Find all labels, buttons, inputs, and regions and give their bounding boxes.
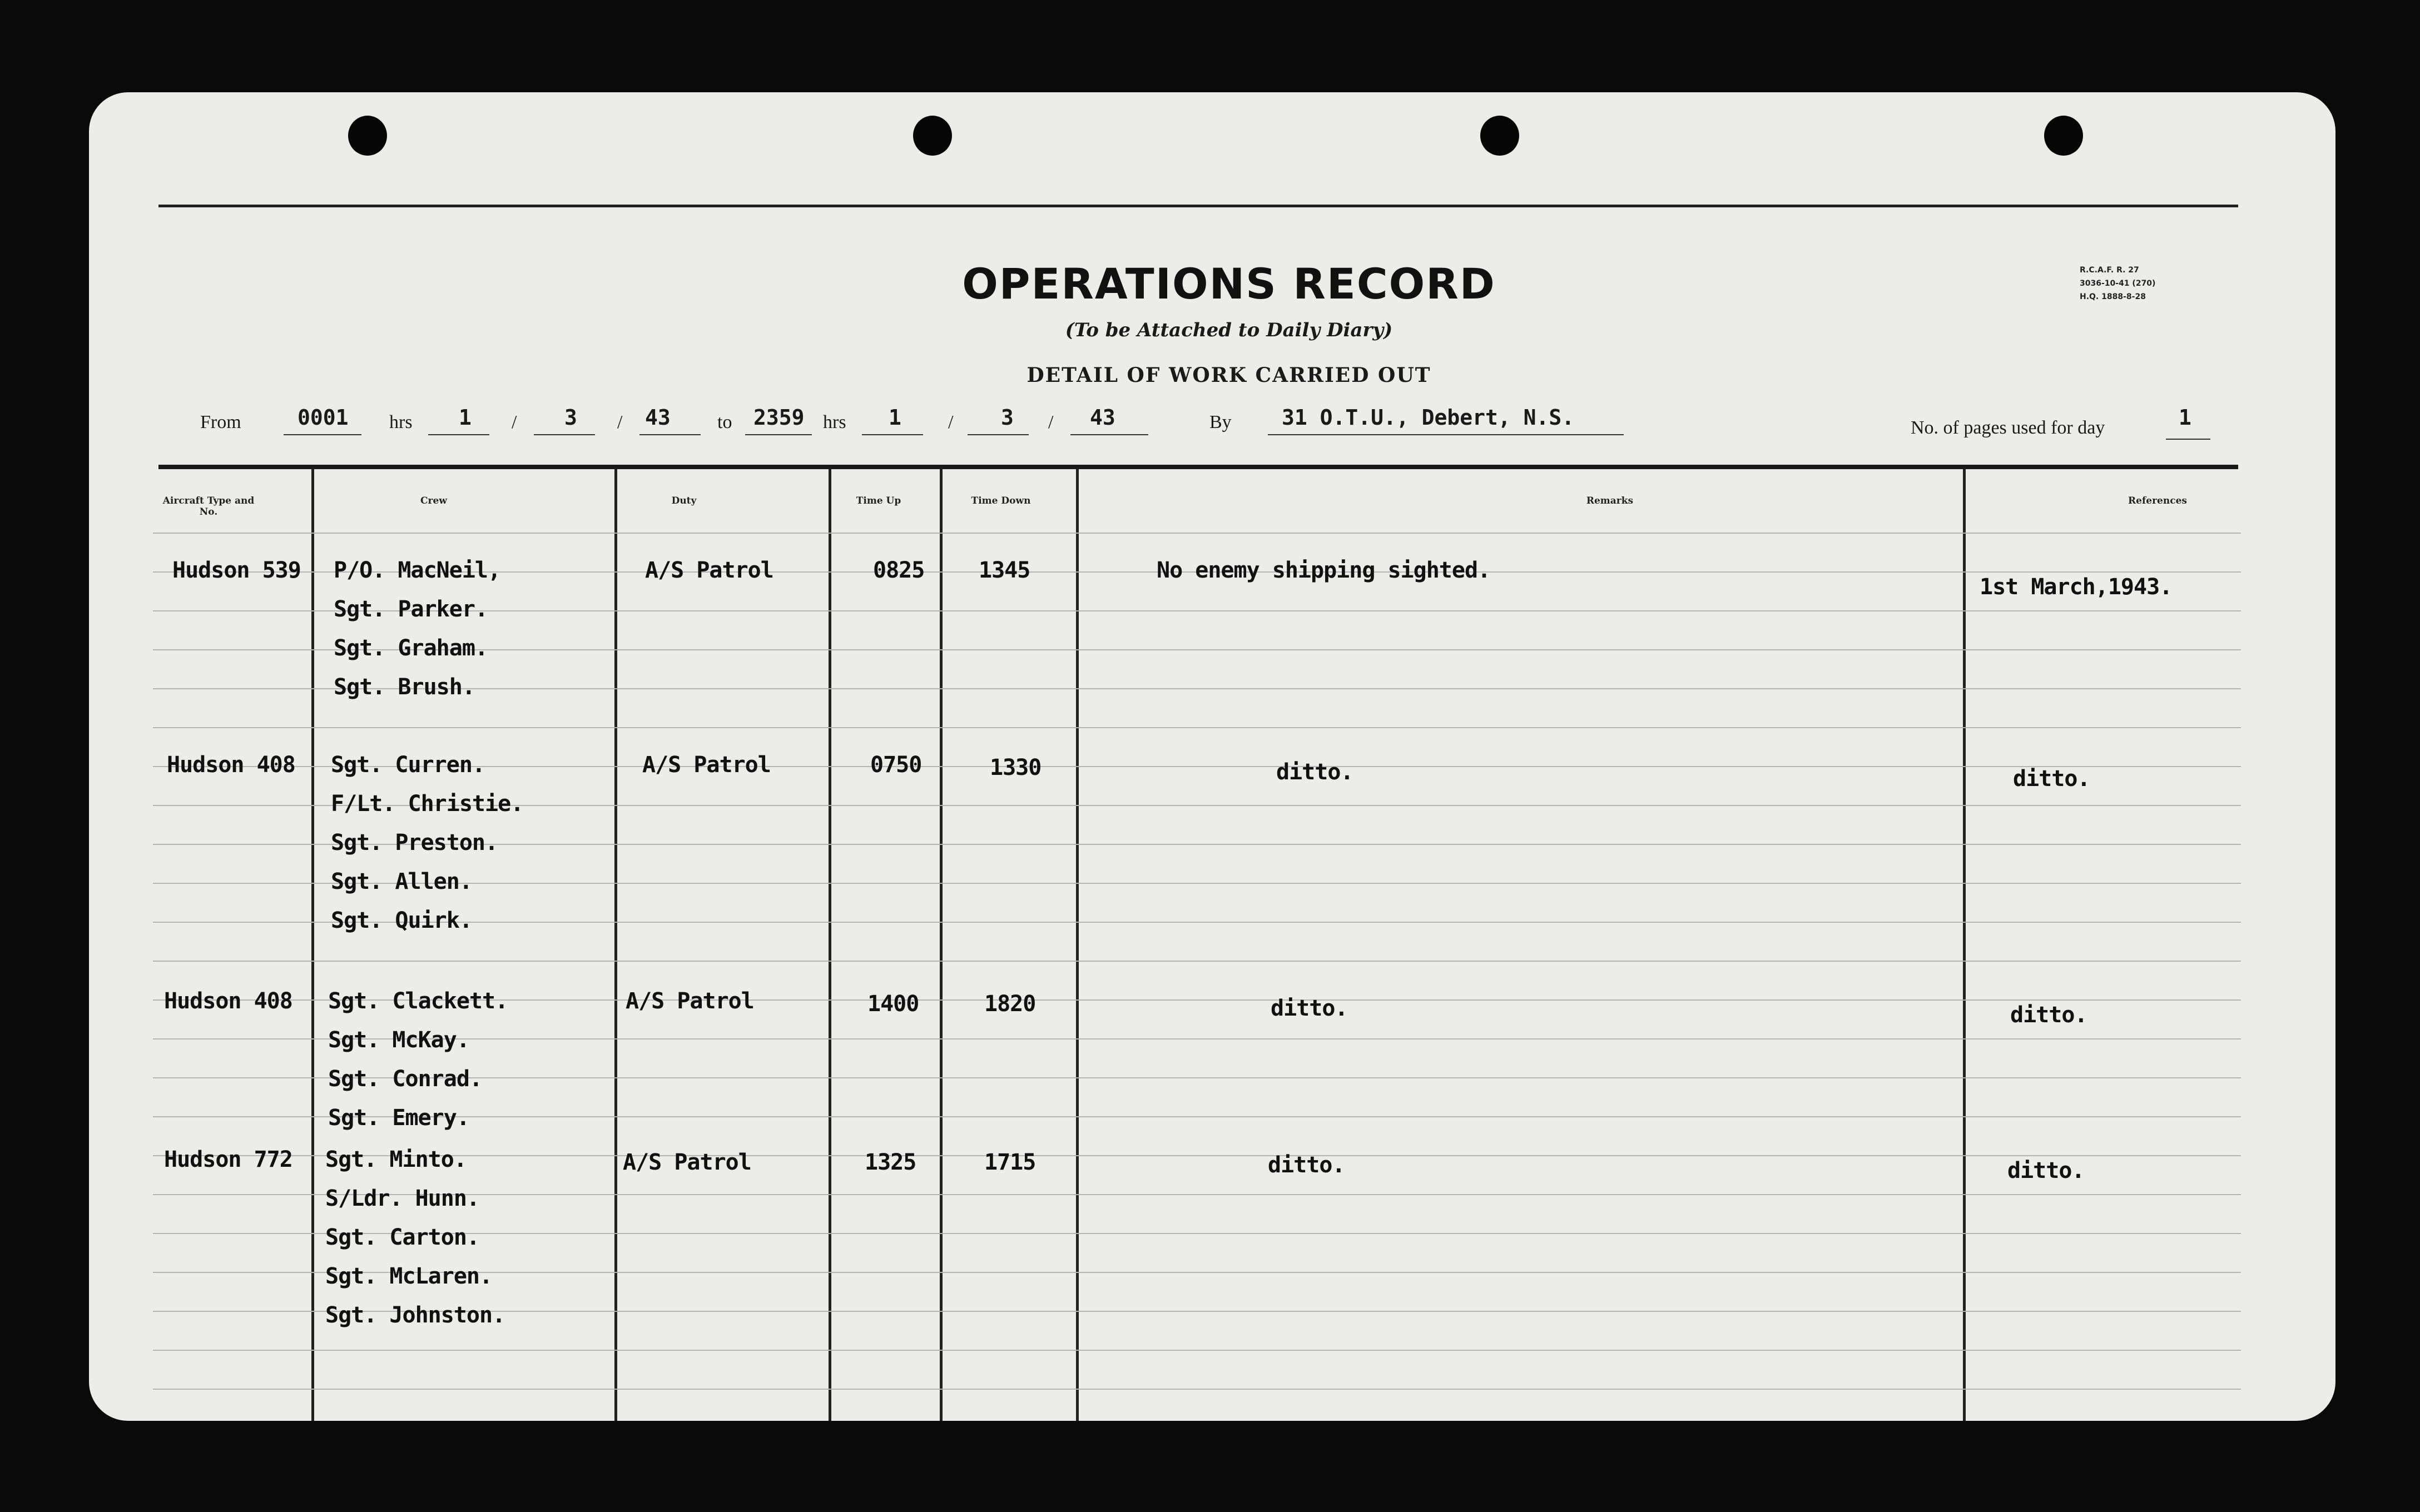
pages-value: 1: [2179, 405, 2191, 430]
entry-time-up: 1325: [865, 1150, 916, 1175]
entry-remarks: ditto.: [1268, 1152, 1345, 1178]
entry-duty: A/S Patrol: [626, 988, 754, 1014]
column-divider: [829, 469, 831, 1421]
punch-hole: [913, 116, 952, 156]
date-separator: /: [617, 412, 623, 432]
entry-time-down: 1715: [984, 1150, 1036, 1175]
entry-reference: 1st March,1943.: [1980, 574, 2173, 600]
punch-hole: [1480, 116, 1519, 156]
from-time: 0001: [297, 405, 349, 430]
entry-crew-member: Sgt. Graham.: [334, 635, 488, 661]
entry-crew-member: Sgt. Allen.: [331, 869, 472, 894]
entry-remarks: No enemy shipping sighted.: [1157, 558, 1491, 583]
entry-crew-member: F/Lt. Christie.: [331, 791, 524, 817]
entry-aircraft: Hudson 772: [164, 1147, 292, 1172]
column-divider: [311, 469, 314, 1421]
entry-crew-member: Sgt. Clackett.: [328, 988, 508, 1014]
column-divider: [1076, 469, 1079, 1421]
entry-time-down: 1330: [990, 755, 1042, 780]
to-year: 43: [1090, 405, 1115, 430]
column-divider: [940, 469, 943, 1421]
entry-reference: ditto.: [2013, 766, 2090, 792]
entry-aircraft: Hudson 408: [167, 752, 295, 778]
entry-crew-member: Sgt. McLaren.: [325, 1264, 493, 1289]
entry-duty: A/S Patrol: [623, 1150, 751, 1175]
hrs-label: hrs: [389, 412, 413, 432]
entry-crew-member: Sgt. McKay.: [328, 1027, 469, 1053]
col-references: References: [2128, 495, 2187, 506]
col-time-down: Time Down: [971, 495, 1031, 506]
by-label: By: [1209, 412, 1232, 432]
punch-hole: [2044, 116, 2083, 156]
entry-crew-member: P/O. MacNeil,: [334, 558, 501, 583]
entry-time-down: 1345: [979, 558, 1030, 583]
col-remarks: Remarks: [1586, 495, 1634, 506]
pages-label: No. of pages used for day: [1911, 417, 2105, 438]
period-line: [89, 405, 2335, 445]
page-title: OPERATIONS RECORD: [962, 259, 1496, 309]
column-divider: [614, 469, 617, 1421]
from-label: From: [200, 412, 241, 432]
entry-time-up: 0825: [873, 558, 925, 583]
entry-time-up: 0750: [870, 752, 922, 778]
to-label: to: [717, 412, 732, 432]
record-card: [89, 92, 2335, 1421]
entry-crew-member: Sgt. Brush.: [334, 674, 475, 700]
top-rule: [158, 205, 2238, 207]
entry-crew-member: Sgt. Curren.: [331, 752, 485, 778]
date-separator: /: [948, 412, 954, 432]
entry-remarks: ditto.: [1271, 996, 1348, 1021]
entry-crew-member: Sgt. Emery.: [328, 1105, 469, 1131]
col-aircraft: Aircraft Type and No.: [162, 495, 255, 518]
entry-reference: ditto.: [2010, 1002, 2087, 1028]
hrs-label: hrs: [823, 412, 846, 432]
entry-time-up: 1400: [867, 991, 919, 1017]
date-separator: /: [512, 412, 517, 432]
entry-crew-member: Sgt. Preston.: [331, 830, 498, 856]
from-month: 3: [564, 405, 577, 430]
form-code: [2080, 263, 2202, 304]
entry-crew-member: Sgt. Johnston.: [325, 1302, 505, 1328]
by-value: 31 O.T.U., Debert, N.S.: [1282, 405, 1575, 430]
col-duty: Duty: [671, 495, 697, 506]
entry-duty: A/S Patrol: [642, 752, 771, 778]
to-day: 1: [889, 405, 901, 430]
page-subtitle: (To be Attached to Daily Diary): [1065, 319, 1393, 341]
col-time-up: Time Up: [856, 495, 901, 506]
to-time: 2359: [753, 405, 805, 430]
entry-crew-member: Sgt. Parker.: [334, 596, 488, 622]
date-separator: /: [1048, 412, 1054, 432]
entry-remarks: ditto.: [1276, 759, 1353, 785]
entry-duty: A/S Patrol: [645, 558, 773, 583]
entry-crew-member: Sgt. Conrad.: [328, 1066, 482, 1092]
form-code-line: R.C.A.F. R. 27: [2080, 266, 2139, 275]
from-day: 1: [459, 405, 472, 430]
entry-crew-member: S/Ldr. Hunn.: [325, 1186, 479, 1211]
entry-crew-member: Sgt. Minto.: [325, 1147, 467, 1172]
entry-crew-member: Sgt. Quirk.: [331, 908, 472, 933]
form-code-line: H.Q. 1888-8-28: [2080, 292, 2146, 301]
to-month: 3: [1001, 405, 1014, 430]
header-rule: [158, 465, 2238, 469]
entry-time-down: 1820: [984, 991, 1036, 1017]
entry-aircraft: Hudson 539: [172, 558, 301, 583]
from-year: 43: [645, 405, 671, 430]
entry-reference: ditto.: [2007, 1158, 2085, 1183]
detail-heading: DETAIL OF WORK CARRIED OUT: [1026, 364, 1431, 387]
form-code-line: 3036-10-41 (270): [2080, 279, 2156, 288]
entry-crew-member: Sgt. Carton.: [325, 1225, 479, 1250]
punch-hole: [348, 116, 387, 156]
col-crew: Crew: [420, 495, 447, 506]
column-divider: [1963, 469, 1966, 1421]
entry-aircraft: Hudson 408: [164, 988, 292, 1014]
